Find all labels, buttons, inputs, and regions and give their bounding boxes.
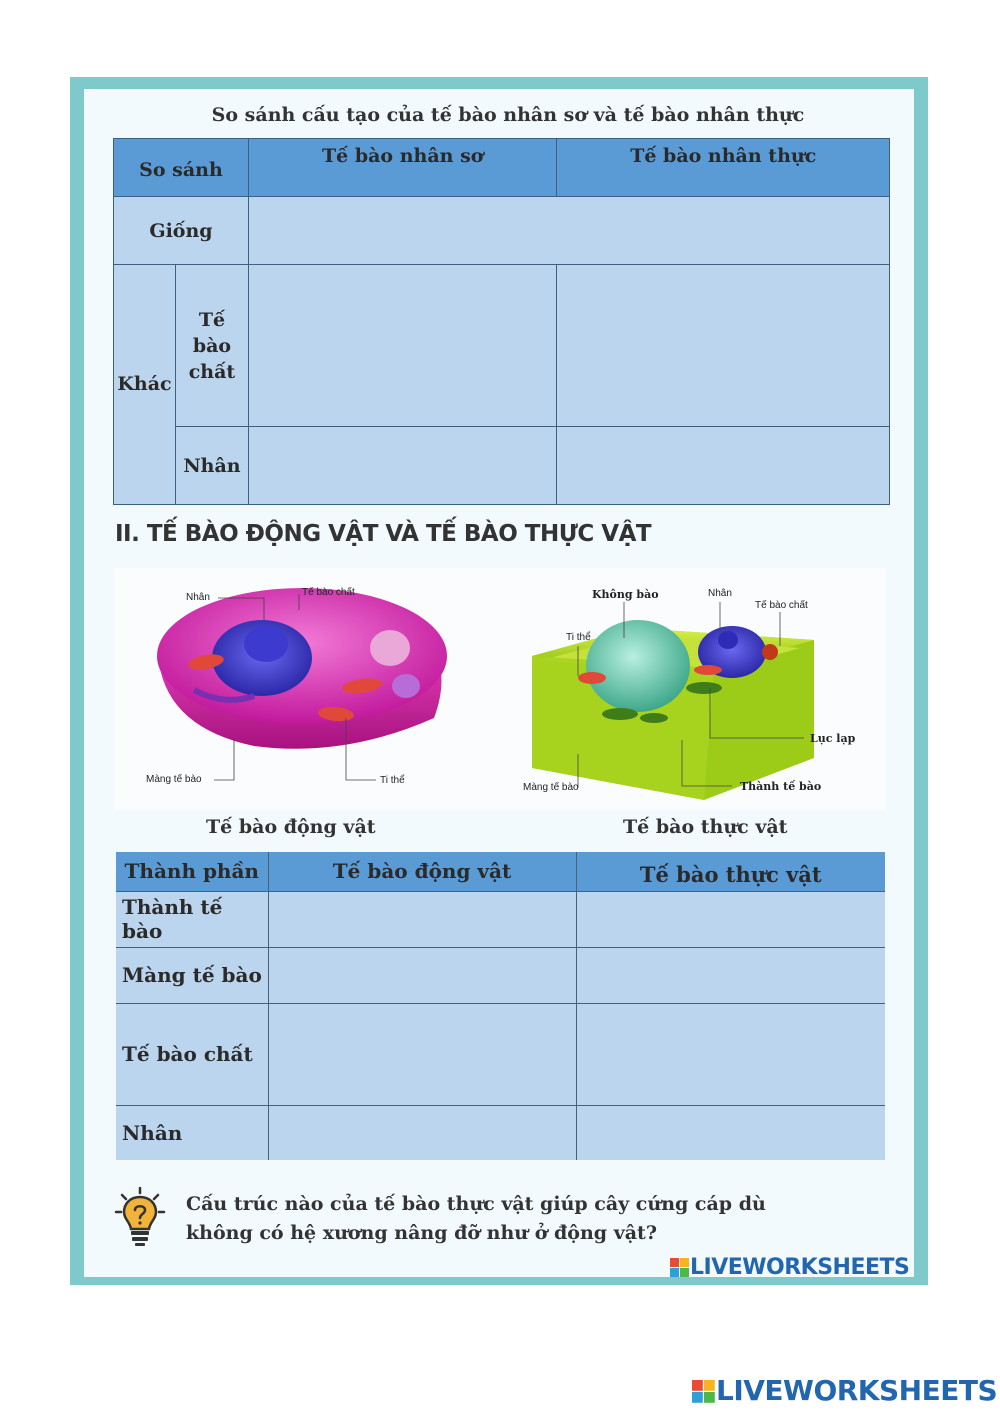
lightbulb-icon — [114, 1186, 166, 1248]
row-label-membrane: Màng tế bào — [116, 947, 268, 1003]
plant-label-nucleus: Nhân — [708, 588, 732, 599]
animal-membrane-cell[interactable] — [268, 947, 576, 1003]
header-animal: Tế bào động vật — [268, 852, 576, 891]
header-component: Thành phần — [116, 852, 268, 891]
animal-cytoplasm-cell[interactable] — [268, 1003, 576, 1105]
row-cytoplasm-line2: bào — [192, 334, 232, 357]
plant-label-mitochondria: Ti thể — [566, 632, 591, 643]
prokaryote-nucleus-cell[interactable] — [248, 427, 557, 505]
question-line1: Cấu trúc nào của tế bào thực vật giúp cây cứng cáp dù — [186, 1193, 766, 1215]
plant-label-vacuole: Không bào — [592, 588, 659, 601]
liveworksheets-logo-text: LIVEWORKSHEETS — [690, 1255, 910, 1280]
row-label-cytoplasm: Tế bào chất — [116, 1003, 268, 1105]
header-prokaryote: Tế bào nhân sơ — [248, 139, 557, 197]
row-cytoplasm-label — [175, 265, 248, 427]
liveworksheets-logo-footer — [692, 1374, 997, 1407]
section-heading: II. TẾ BÀO ĐỘNG VẬT VÀ TẾ BÀO THỰC VẬT — [115, 521, 652, 547]
animal-label-membrane: Màng tế bào — [146, 774, 202, 785]
plant-label-chloroplast: Lục lạp — [810, 732, 856, 745]
row-diff-label: Khác — [114, 265, 176, 505]
plant-nucleus-cell[interactable] — [576, 1105, 885, 1160]
cell-diagram-figure — [114, 568, 886, 810]
prokaryote-cytoplasm-cell[interactable] — [248, 265, 557, 427]
animal-cell-wall-cell[interactable] — [268, 891, 576, 947]
row-label-cell-wall: Thành tế bào — [116, 891, 268, 947]
cell-components-table — [116, 852, 885, 1160]
animal-label-nucleus: Nhân — [186, 592, 210, 603]
header-eukaryote: Tế bào nhân thực — [557, 139, 890, 197]
table1-title: So sánh cấu tạo của tế bào nhân sơ và tế bào nhân thực — [211, 104, 805, 126]
plant-cell-drawing — [532, 620, 814, 800]
row-nucleus-label: Nhân — [175, 427, 248, 505]
animal-cell-drawing — [157, 588, 447, 749]
question-line2: không có hệ xương nâng đỡ như ở động vật? — [186, 1222, 657, 1244]
question-text — [186, 1190, 786, 1248]
row-label-nucleus: Nhân — [116, 1105, 268, 1160]
plant-membrane-cell[interactable] — [576, 947, 885, 1003]
row-same-label: Giống — [114, 197, 249, 265]
header-compare: So sánh — [114, 139, 249, 197]
plant-label-wall: Thành tế bào — [740, 780, 822, 793]
plant-cell-caption: Tế bào thực vật — [623, 816, 788, 838]
plant-cytoplasm-cell[interactable] — [576, 1003, 885, 1105]
eukaryote-nucleus-cell[interactable] — [557, 427, 890, 505]
liveworksheets-logo-icon — [670, 1258, 690, 1278]
animal-cell-caption: Tế bào động vật — [206, 816, 376, 838]
eukaryote-cytoplasm-cell[interactable] — [557, 265, 890, 427]
row-cytoplasm-line1: Tế — [198, 308, 226, 331]
animal-label-cytoplasm: Tế bào chất — [302, 587, 355, 598]
header-plant: Tế bào thực vật — [576, 852, 885, 891]
plant-label-cytoplasm: Tế bào chất — [755, 600, 808, 611]
row-cytoplasm-line3: chất — [188, 360, 236, 383]
plant-cell-wall-cell[interactable] — [576, 891, 885, 947]
animal-nucleus-cell[interactable] — [268, 1105, 576, 1160]
same-answer-cell[interactable] — [248, 197, 889, 265]
liveworksheets-footer-icon — [692, 1380, 716, 1404]
liveworksheets-footer-text: LIVEWORKSHEETS — [716, 1374, 998, 1407]
plant-label-membrane: Màng tế bào — [523, 782, 579, 793]
animal-label-mitochondria: Ti thể — [380, 775, 405, 786]
comparison-table — [113, 138, 890, 505]
liveworksheets-logo-inner — [670, 1255, 909, 1280]
